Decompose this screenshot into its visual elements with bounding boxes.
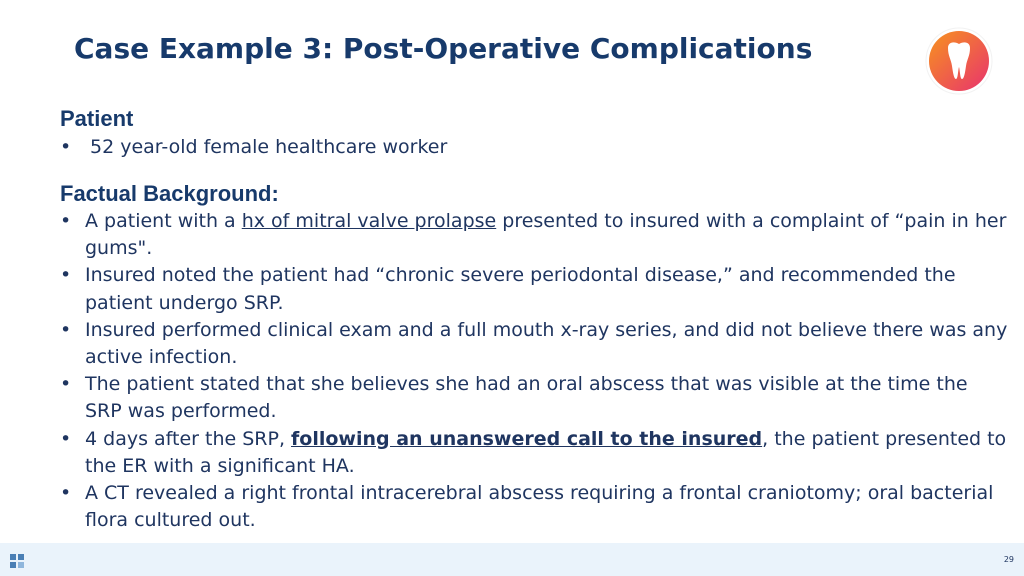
list-item	[60, 426, 1010, 480]
background-heading: Factual Background:	[60, 181, 279, 206]
grid-logo-icon	[10, 553, 24, 567]
tooth-icon	[924, 26, 994, 96]
list-item	[60, 480, 1010, 534]
patient-list	[60, 134, 1010, 161]
bullet-icon: •	[60, 136, 72, 158]
bullet-icon: •	[60, 373, 72, 396]
patient-heading: Patient	[60, 106, 134, 131]
list-item	[60, 317, 1010, 371]
page-number: 29	[1003, 555, 1014, 564]
list-item	[60, 371, 1010, 425]
bullet-icon: •	[60, 264, 72, 287]
item-text: Insured noted the patient had “chronic severe periodontal disease,” and recommended the patient undergo SRP.	[85, 264, 956, 314]
bullet-icon: •	[60, 210, 72, 232]
item-text-pre: 4 days after the SRP,	[85, 427, 292, 450]
item-text-post: , the patient presented to the ER with a significant HA.	[85, 427, 1007, 477]
footer-bar	[0, 543, 1024, 576]
list-item	[60, 208, 1010, 262]
underlined-bold-phrase: following an unanswered call to the insured	[291, 427, 763, 450]
list-item	[60, 262, 1010, 316]
item-text: Insured performed clinical exam and a full mouth x-ray series, and did not believe there was any active infection.	[85, 318, 1008, 369]
item-text: A CT revealed a right frontal intracerebral abscess requiring a frontal craniotomy; oral bacterial flora cultured out.	[85, 482, 994, 532]
bullet-icon: •	[60, 482, 72, 505]
item-text-post: presented to insured with a complaint of “pain in her gums".	[85, 210, 1007, 260]
bullet-icon: •	[60, 427, 72, 450]
background-list	[60, 208, 1010, 534]
item-text: The patient stated that she believes she had an oral abscess that was visible at the time the SRP was performed.	[85, 373, 968, 423]
list-item	[60, 134, 1010, 161]
item-text-pre: A patient with a	[85, 210, 242, 232]
slide-title: Case Example 3: Post-Operative Complications	[74, 32, 813, 65]
underlined-phrase: hx of mitral valve prolapse	[241, 210, 497, 232]
bullet-icon: •	[60, 318, 72, 341]
patient-item-text: 52 year-old female healthcare worker	[90, 136, 448, 158]
